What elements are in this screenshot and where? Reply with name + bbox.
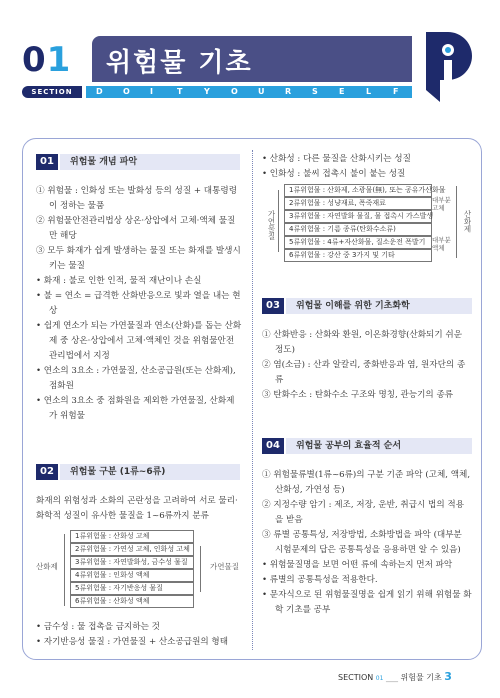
class-row: 4류위험물 : 인화성 액체 (70, 569, 194, 582)
diy-letter: D (96, 87, 103, 96)
diy-letter: O (123, 87, 130, 96)
section-02-notes (36, 620, 242, 650)
list-item: ① 위험물 : 인화성 또는 발화성 등의 성질 + 대통령령이 정하는 물품 (36, 186, 238, 211)
oxidizer-label: 산화제 (36, 562, 58, 571)
list-item: • 화재 : 불로 인한 인적, 물적 재난이나 손실 (36, 276, 202, 286)
class-row: 4류위험물 : 기름 종류(탄화수소류) (284, 223, 432, 236)
property-definitions (262, 152, 472, 182)
diy-letter: R (285, 87, 292, 96)
diy-letter: U (258, 87, 265, 96)
class-row: 6류위험물 : 강산 중 3가지 및 기타 (284, 249, 432, 262)
flammable-label: 가연물질 (210, 562, 239, 571)
diy-letter: Y (204, 87, 210, 96)
section-02-heading: 02 위험물 구분 (1류~6류) (36, 464, 240, 480)
do-it-yourself-bar (86, 86, 412, 98)
list-item: • 자기반응성 물질 : 가연물질 + 산소공급원의 형태 (36, 637, 229, 647)
section-04-heading: 04 위험물 공부의 효율적 순서 (262, 438, 472, 454)
class-row: 2류위험물 : 가연성 고체, 인화성 고체 (70, 543, 194, 556)
list-item: • 류별의 공통특성을 적용한다. (262, 575, 378, 585)
list-item: ① 위험물류별(1류~6류)의 구분 기준 파악 (고체, 액체, 산화성, 가연성 등) (262, 470, 471, 495)
list-item: • 금수성 : 물 접촉을 금지하는 것 (36, 622, 160, 632)
diy-letter: O (231, 87, 238, 96)
section-03-list (262, 328, 472, 403)
list-item: • 인화성 : 불씨 접촉시 불이 붙는 성질 (262, 169, 406, 179)
diy-letter: L (366, 87, 372, 96)
list-item: • 산화성 : 다른 물질을 산화시키는 성질 (262, 154, 411, 164)
page-title-bar (92, 36, 412, 82)
brand-logo (418, 26, 480, 106)
section-01-heading: 01 위험물 개념 파악 (36, 154, 240, 170)
class-row: 5류위험물 : 자기반응성 물질 (70, 582, 194, 595)
list-item: ③ 모두 화재가 쉽게 발생하는 물질 또는 화재를 발생시키는 물질 (36, 246, 241, 271)
list-item: ② 지정수량 암기 : 제조, 저장, 운반, 취급시 법의 적용을 받음 (262, 500, 465, 525)
diy-letter: T (177, 87, 183, 96)
list-item: ① 산화반응 : 산화와 환원, 이온화경향(산화되기 쉬운 정도) (262, 330, 462, 355)
list-item: • 쉽게 연소가 되는 가연물질과 연소(산화)를 돕는 산화제 중 상온·상압에서 고체·액체인 것을 위험물안전관리법에서 지정 (36, 321, 242, 361)
diy-letter: F (393, 87, 399, 96)
list-item: • 불 = 연소 = 급격한 산화반응으로 빛과 열을 내는 현상 (36, 291, 241, 316)
list-item: • 문자식으로 된 위험물질명을 쉽게 읽기 위해 위험물 화학 기초를 공부 (262, 590, 472, 615)
bracket-left (64, 534, 65, 606)
list-item: ② 염(소금) : 산과 알칼리, 중화반응과 염, 원자단의 종류 (262, 360, 466, 385)
flammable-vertical-label: 가연물질 (267, 210, 276, 240)
section-01-list (36, 184, 242, 424)
list-item: • 연소의 3요소 : 가연물질, 산소공급원(또는 산화제), 점화원 (36, 366, 236, 391)
class-row: 1류위험물 : 산화성 고체 (70, 530, 194, 543)
list-item: ③ 탄화수소 : 탄화수소 구조와 명칭, 관능기의 종류 (262, 390, 454, 400)
diy-letter: E (339, 87, 345, 96)
page-title: 위험물 기초 (106, 48, 253, 78)
class-row: 1류위험물 : 산화제, 소광물(無), 또는 공유가산화물 (284, 184, 432, 197)
list-item: ③ 류별 공통특성, 저장방법, 소화방법을 파악 (대부분 시험문제의 답은 공통특성을 응용하면 알 수 있음) (262, 530, 462, 555)
footer: SECTION 01 ___ 위험물 기초 3 (338, 670, 452, 683)
class-row: 6류위험물 : 산화성 액체 (70, 595, 194, 608)
oxidizer-vertical-label: 산화제 (463, 210, 472, 233)
section-number: 01 (22, 40, 72, 80)
diy-letter: I (150, 87, 153, 96)
bracket-flammable (278, 190, 279, 252)
section-02-intro: 화재의 위험성과 소화의 곤란성을 고려하여 서로 물리·화학적 성질이 유사한 물질을 1~6류까지 분류 (36, 496, 238, 521)
bracket-oxidizer (456, 186, 457, 258)
bracket-right (200, 546, 201, 592)
section-03-heading: 03 위험물 이해를 위한 기초화학 (262, 298, 472, 314)
list-item: • 연소의 3요소 중 점화원을 제외한 가연물질, 산화제가 위험물 (36, 396, 235, 421)
column-divider (252, 150, 253, 650)
list-item: • 위험물질명을 보면 어떤 류에 속하는지 먼저 파악 (262, 560, 453, 570)
class-row: 3류위험물 : 자연발화성, 금수성 물질 (70, 556, 194, 569)
class-row: 3류위험물 : 자연발화 물질, 물 접촉시 가스발생 (284, 210, 432, 223)
section-04-list (262, 468, 472, 618)
class-row: 2류위험물 : 성냥재료, 폭죽재료 (284, 197, 432, 210)
list-item: ② 위험물안전관리법상 상온·상압에서 고체·액체 물질만 해당 (36, 216, 236, 241)
liquid-label: 대부분 액체 (432, 236, 451, 252)
page-number: 3 (444, 670, 452, 683)
diy-letter: S (312, 87, 318, 96)
class-row: 5류위험물 : 4류+자산화물, 질소운전 폭발기 (284, 236, 432, 249)
solid-label: 대부분 고체 (432, 196, 451, 212)
section-tag: SECTION (22, 86, 82, 98)
